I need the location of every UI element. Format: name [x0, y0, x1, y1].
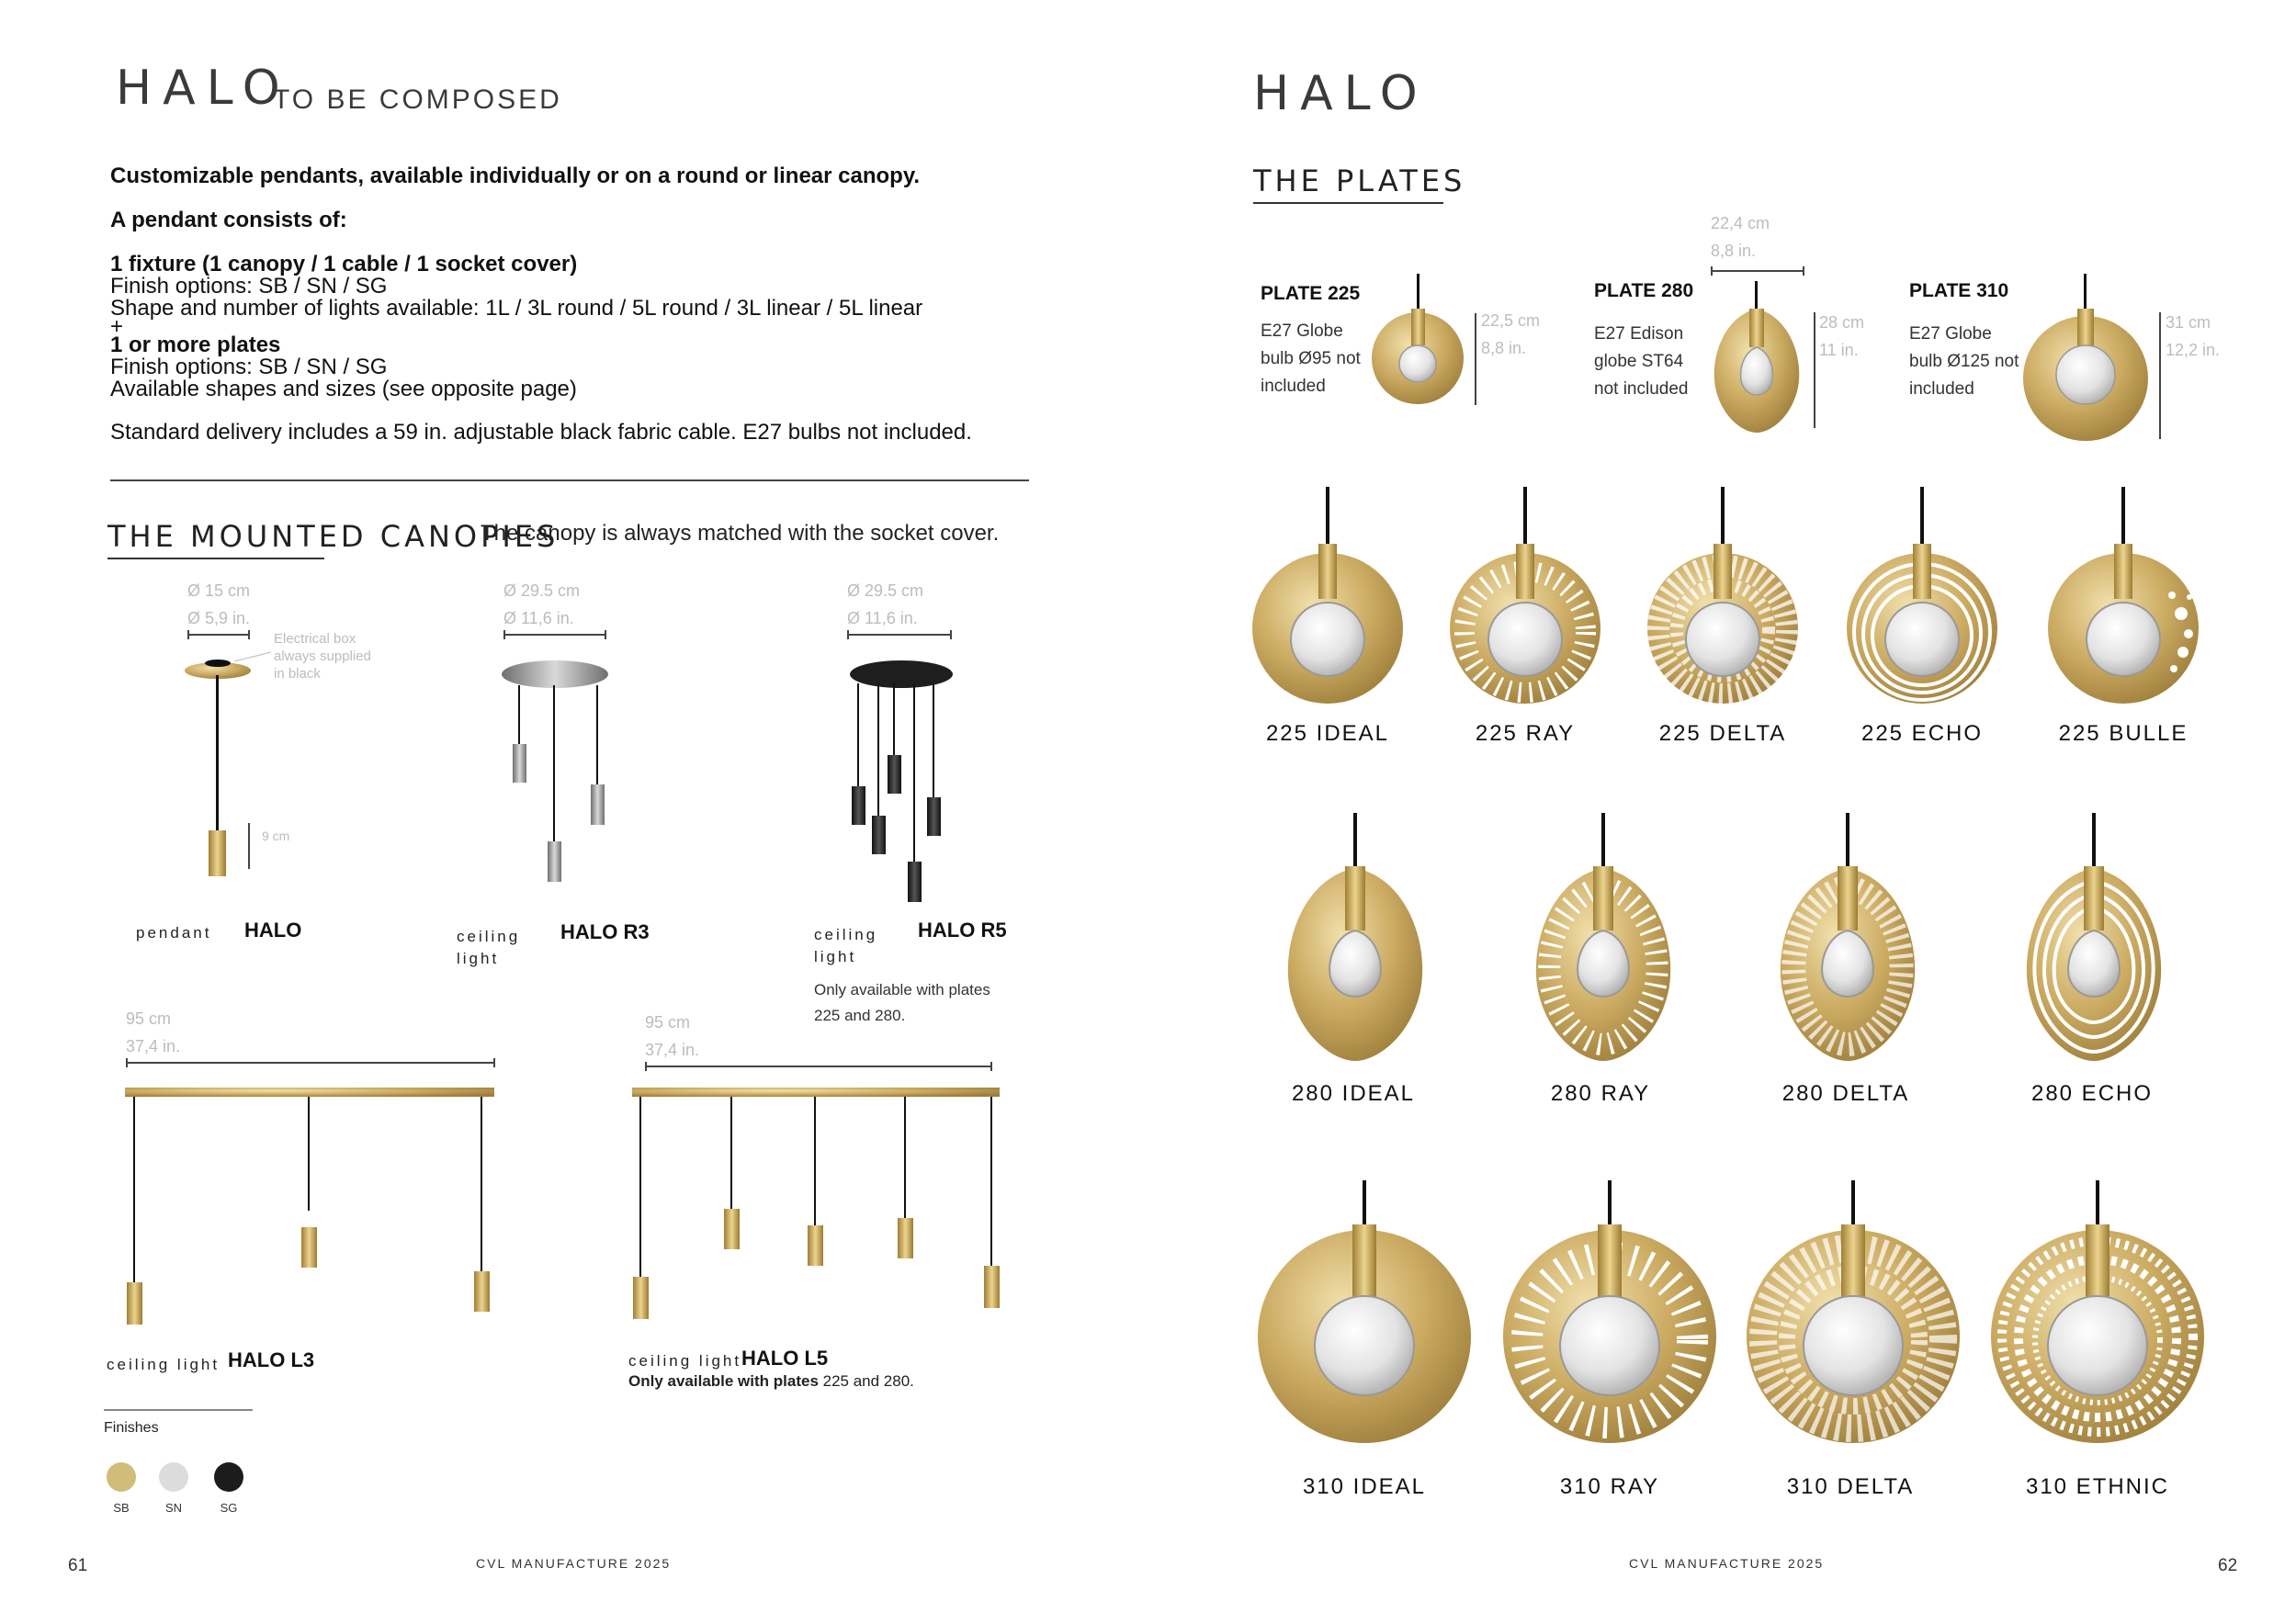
l5-dim-line: [645, 1066, 992, 1067]
halo-dim-line: [187, 634, 250, 636]
plate280-desc-3: not included: [1594, 379, 1689, 399]
l5-name: HALO L5: [741, 1347, 829, 1370]
halo-height: 9 cm: [262, 829, 290, 843]
r3-diameter: [503, 577, 580, 632]
finishes-title: Finishes: [104, 1420, 159, 1436]
r5-note: [814, 977, 990, 1029]
r5-note-2: 225 and 280.: [814, 1007, 906, 1024]
plate225-desc-1: E27 Globe: [1261, 321, 1343, 341]
r5-canopy-image: [841, 652, 969, 909]
l3-dim-in: 37,4 in.: [126, 1037, 181, 1055]
plate310-desc-3: included: [1909, 379, 1974, 399]
caption-225-bulle: 225 BULLE: [2058, 721, 2189, 746]
caption-225-ray: 225 RAY: [1475, 721, 1576, 746]
l5-note: [628, 1372, 914, 1391]
plate225-height-line: [1475, 313, 1476, 405]
finish-label-sb: SB: [113, 1501, 130, 1515]
left-page-number: 61: [68, 1556, 88, 1575]
caption-310-delta: 310 DELTA: [1786, 1474, 1915, 1499]
intro-line-9: Available shapes and sizes (see opposite page): [110, 377, 577, 401]
finish-swatch-sb: [107, 1462, 136, 1492]
l3-length: [126, 1005, 180, 1060]
caption-280-ray: 280 RAY: [1550, 1081, 1651, 1106]
caption-225-echo: 225 ECHO: [1861, 721, 1984, 746]
plate280-height-line: [1814, 312, 1815, 428]
plate310-dim-cm: 31 cm: [2166, 313, 2211, 332]
caption-225-delta: 225 DELTA: [1658, 721, 1787, 746]
halo-tag: pendant: [136, 924, 212, 942]
r3-canopy-image: [496, 652, 625, 900]
plate225-height: [1481, 307, 1540, 362]
canopies-note: The canopy is always matched with the socket cover.: [481, 521, 1000, 546]
l3-tag: ceiling light: [107, 1356, 221, 1373]
plate225-name: PLATE 225: [1261, 283, 1361, 304]
intro-line-10: Standard delivery includes a 59 in. adjustable black fabric cable. E27 bulbs not included.: [110, 420, 972, 445]
caption-280-echo: 280 ECHO: [2030, 1081, 2154, 1106]
plate-310-ideal-image: [1254, 1180, 1475, 1456]
plate-225-echo-image: [1844, 487, 2000, 707]
r5-tag-1: ceiling: [814, 926, 878, 943]
plate-280-delta-image: [1765, 813, 1930, 1070]
plate-225-delta-image: [1645, 487, 1801, 707]
intro-line-6: +: [110, 314, 124, 339]
plate-225-bulle-image: [2045, 487, 2201, 707]
r3-tag-1: ceiling: [457, 928, 521, 945]
r5-dim-line: [847, 634, 952, 636]
finish-swatch-sg: [214, 1462, 243, 1492]
plate225-desc-3: included: [1261, 377, 1326, 396]
r5-dim-in: Ø 11,6 in.: [847, 609, 918, 627]
halo-dim-in: Ø 5,9 in.: [187, 609, 251, 627]
r5-diameter: [847, 577, 923, 632]
halo-height-line: [248, 823, 250, 869]
l5-note-rest: 225 and 280.: [818, 1372, 914, 1390]
plate280-image: [1705, 281, 1808, 437]
electrical-note-1: Electrical box: [274, 631, 356, 647]
intro-divider: [110, 479, 1029, 481]
l3-dim-line: [126, 1062, 495, 1064]
right-page-number: 62: [2218, 1556, 2238, 1575]
electrical-note-3: in black: [274, 666, 321, 682]
intro-line-5: Shape and number of lights available: 1L / 3L round / 5L round / 3L linear / 5L linear: [110, 296, 923, 321]
r3-name: HALO R3: [560, 920, 650, 943]
plate-310-ethnic-image: [1987, 1180, 2208, 1456]
caption-280-ideal: 280 IDEAL: [1291, 1081, 1416, 1106]
plate280-height: [1819, 309, 1864, 364]
plate280-dim-cm: 28 cm: [1819, 313, 1865, 332]
plate310-height-line: [2159, 312, 2161, 439]
plate225-dim-in: 8,8 in.: [1481, 339, 1527, 357]
plate-280-ray-image: [1521, 813, 1686, 1070]
r5-tag-2: light: [814, 948, 857, 965]
plate225-desc: [1261, 318, 1361, 400]
halo-name: HALO: [244, 919, 302, 942]
intro-line-1: Customizable pendants, available individually or on a round or linear canopy.: [110, 164, 921, 188]
r5-note-1: Only available with plates: [814, 981, 990, 998]
caption-310-ray: 310 RAY: [1559, 1474, 1660, 1499]
plate310-dim-in: 12,2 in.: [2166, 341, 2221, 359]
plate-310-delta-image: [1743, 1180, 1963, 1456]
caption-310-ideal: 310 IDEAL: [1302, 1474, 1427, 1499]
canopies-title: THE MOUNTED CANOPIES: [107, 519, 324, 559]
halo-pendant-image: [179, 643, 289, 882]
left-footer: CVL MANUFACTURE 2025: [476, 1556, 672, 1571]
plate280-name: PLATE 280: [1594, 280, 1694, 301]
finish-label-sn: SN: [164, 1501, 183, 1515]
plates-title: THE PLATES: [1253, 164, 1443, 204]
plate310-image: [2019, 274, 2153, 445]
r3-tag: [457, 926, 520, 970]
r3-dim-in: Ø 11,6 in.: [503, 609, 574, 627]
plate280-desc-1: E27 Edison: [1594, 324, 1684, 344]
plate310-desc: [1909, 321, 2019, 403]
r3-tag-2: light: [457, 950, 500, 967]
plate225-dim-cm: 22,5 cm: [1481, 311, 1541, 330]
caption-225-ideal: 225 IDEAL: [1265, 721, 1390, 746]
l5-note-bold: Only available with plates: [628, 1372, 819, 1390]
plate310-desc-1: E27 Globe: [1909, 324, 1992, 344]
left-page-title: HALO: [116, 61, 291, 116]
r5-name: HALO R5: [918, 919, 1007, 942]
plate280-width-line: [1711, 270, 1804, 272]
finishes-divider: [104, 1409, 253, 1411]
plate280-desc-2: globe ST64: [1594, 352, 1684, 371]
intro-line-7: 1 or more plates: [110, 333, 281, 357]
plate280-width-in: 8,8 in.: [1711, 242, 1757, 260]
intro-line-8: Finish options: SB / SN / SG: [110, 355, 388, 379]
halo-diameter: [187, 577, 250, 632]
plate280-desc: [1594, 321, 1688, 403]
finish-swatch-sn: [159, 1462, 188, 1492]
finish-label-sg: SG: [220, 1501, 238, 1515]
plate280-width-cm: 22,4 cm: [1711, 214, 1770, 232]
l3-canopy-image: [119, 1084, 505, 1332]
intro-line-2: A pendant consists of:: [110, 208, 347, 232]
r5-tag: [814, 924, 877, 968]
plate310-name: PLATE 310: [1909, 280, 2009, 301]
plate-280-ideal-image: [1272, 813, 1438, 1070]
l3-dim-cm: 95 cm: [126, 1009, 172, 1028]
r3-dim-cm: Ø 29.5 cm: [503, 581, 581, 600]
intro-line-3: 1 fixture (1 canopy / 1 cable / 1 socket cover): [110, 252, 578, 276]
plate-225-ray-image: [1447, 487, 1603, 707]
plate310-height: [2166, 309, 2220, 364]
electrical-note-2: always supplied: [274, 648, 371, 664]
plate280-width: [1711, 209, 1770, 265]
intro-text: [110, 165, 1029, 444]
left-page-subtitle: TO BE COMPOSED: [273, 85, 562, 115]
l5-length: [645, 1009, 699, 1064]
halo-dim-cm: Ø 15 cm: [187, 581, 251, 600]
intro-line-4: Finish options: SB / SN / SG: [110, 274, 388, 299]
l3-name: HALO L3: [228, 1348, 315, 1371]
right-footer: CVL MANUFACTURE 2025: [1629, 1556, 1825, 1571]
r3-dim-line: [503, 634, 606, 636]
plate225-image: [1369, 274, 1470, 412]
caption-310-ethnic: 310 ETHNIC: [2025, 1474, 2170, 1499]
l5-dim-cm: 95 cm: [645, 1013, 691, 1032]
plate-310-ray-image: [1499, 1180, 1720, 1456]
plate-280-echo-image: [2011, 813, 2177, 1070]
right-page-title: HALO: [1253, 66, 1429, 121]
r5-dim-cm: Ø 29.5 cm: [847, 581, 924, 600]
plate280-dim-in: 11 in.: [1819, 341, 1859, 359]
l5-canopy-image: [625, 1084, 1011, 1323]
plate-225-ideal-image: [1250, 487, 1406, 707]
l5-dim-in: 37,4 in.: [645, 1041, 700, 1059]
plate225-desc-2: bulb Ø95 not: [1261, 349, 1361, 368]
plate310-desc-2: bulb Ø125 not: [1909, 352, 2019, 371]
l5-tag: ceiling light: [628, 1352, 742, 1370]
caption-280-delta: 280 DELTA: [1781, 1081, 1910, 1106]
